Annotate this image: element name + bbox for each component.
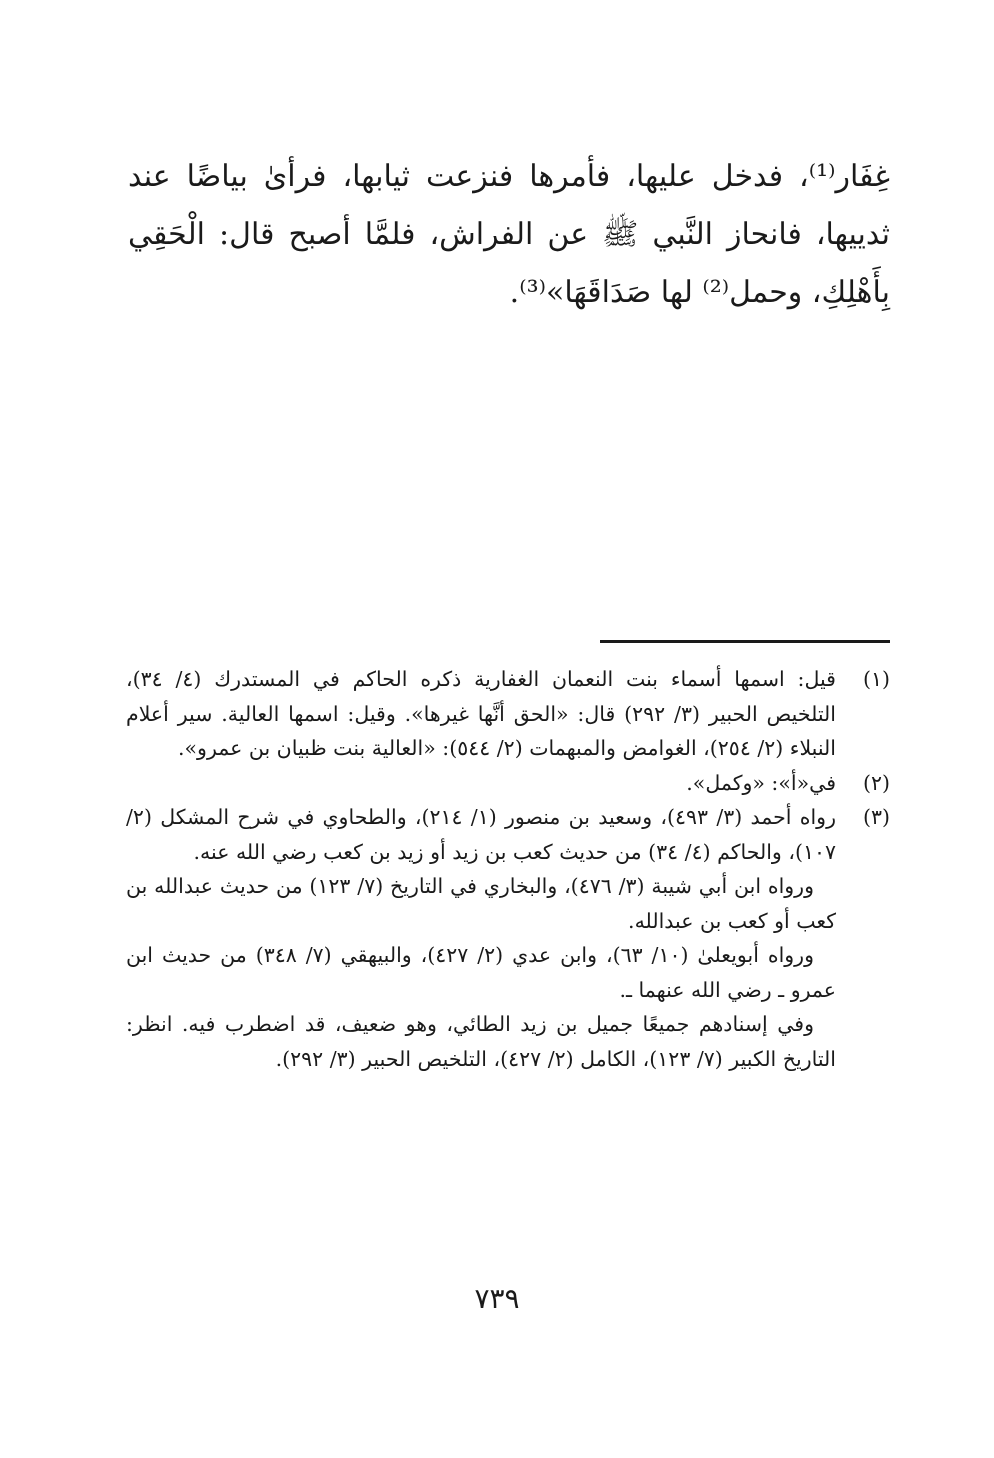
footnote-number: (٣)	[862, 805, 890, 829]
page-number: ٧٣٩	[474, 1282, 520, 1315]
footnote-paragraph: وفي إسنادهم جميعًا جميل بن زيد الطائي، وهو ضعيف، قد اضطرب فيه. انظر: التاريخ الكبير (٧/ ١٢٣)، الكامل (٢/ ٤٢٧)، التلخيص الحبير (٣/ ٢٩٢).	[126, 1012, 836, 1071]
footnote-number: (٢)	[862, 770, 890, 795]
footnote-2	[126, 766, 890, 801]
footnote-body	[126, 766, 836, 801]
footnote-paragraph: رواه أحمد (٣/ ٤٩٣)، وسعيد بن منصور (١/ ٢١٤)، والطحاوي في شرح المشكل (٢/ ١٠٧)، والحاكم (٤/ ٣٤) من حديث كعب بن زيد أو زيد بن كعب رضي الله عنه.	[126, 805, 836, 864]
footnote-paragraph: ورواه ابن أبي شيبة (٣/ ٤٧٦)، والبخاري في التاريخ (٧/ ١٢٣) من حديث عبدالله بن كعب أو كعب بن عبدالله.	[126, 874, 836, 933]
footnotes-section	[126, 662, 890, 1076]
footnote-paragraph: ورواه أبويعلىٰ (١٠/ ٦٣)، وابن عدي (٢/ ٤٢٧)، والبيهقي (٧/ ٣٤٨) من حديث ابن عمرو ـ رضي الله عنهما ـ.	[126, 943, 836, 1002]
footnote-paragraph: في«أ»: «وكمل».	[686, 770, 836, 795]
footnote-3	[126, 800, 890, 1076]
main-paragraph: غِفَار⁽¹⁾، فدخل عليها، فأمرها فنزعت ثيابها، فرأىٰ بياضًا عند ثدييها، فانحاز النَّبي ﷺ عن الفراش، فلمَّا أصبح قال: الْحَقِي بِأَهْلِكِ، وحمل⁽²⁾ لها صَدَاقَهَا»⁽³⁾.	[128, 159, 890, 310]
footnote-divider	[600, 640, 890, 643]
footnote-number: (١)	[862, 667, 890, 691]
footnote-body	[126, 662, 836, 766]
footnote-1	[126, 662, 890, 766]
footnote-paragraph: قيل: اسمها أسماء بنت النعمان الغفارية ذكره الحاكم في المستدرك (٤/ ٣٤)، التلخيص الحبير (٣/ ٢٩٢) قال: «الحق أنَّها غيرها». وقيل: اسمها العالية. سير أعلام النبلاء (٢/ ٢٥٤)، الغوامض والمبهمات (٢/ ٥٤٤): «العالية بنت ظبيان بن عمرو».	[126, 667, 836, 760]
main-text	[128, 148, 890, 322]
footnote-body	[126, 800, 836, 1076]
